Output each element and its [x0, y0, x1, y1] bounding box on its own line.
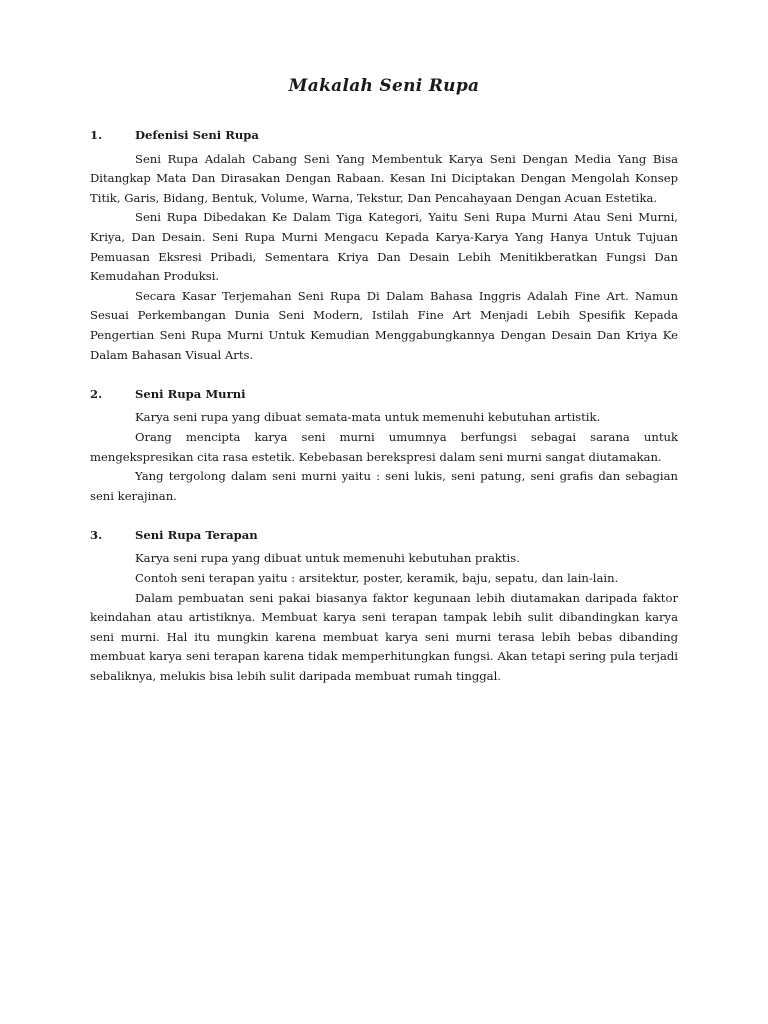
section-heading: [90, 385, 678, 405]
paragraph: Orang mencipta karya seni murni umumnya berfungsi sebagai sarana untuk mengekspresikan cita rasa estetik. Kebebasan berekspresi dalam seni murni sangat diutamakan.: [90, 429, 678, 464]
section-title: Seni Rupa Terapan: [135, 527, 258, 542]
paragraph: Karya seni rupa yang dibuat untuk memenuhi kebutuhan praktis.: [135, 551, 520, 566]
section-title: Defenisi Seni Rupa: [135, 128, 259, 142]
paragraph: Seni Rupa Dibedakan Ke Dalam Tiga Kategori, Yaitu Seni Rupa Murni Atau Seni Murni, Kriya, Dan Desain. Seni Rupa Murni Mengacu Kepada Karya-Karya Yang Hanya Untuk Tujuan Pemuasan Eksresi Pribadi, Sementara Kriya Dan Desain Lebih Menitikberatkan Fungsi Dan Kemudahan Produksi.: [90, 210, 678, 284]
document-title: Makalah Seni Rupa: [288, 76, 480, 96]
paragraph: Dalam pembuatan seni pakai biasanya faktor kegunaan lebih diutamakan daripada faktor keindahan atau artistiknya. Membuat karya seni terapan tampak lebih sulit dibandingkan karya seni murni. Hal itu mungkin karena membuat karya seni murni terasa lebih bebas dibanding membuat karya seni terapan karena tidak memperhitungkan fungsi. Akan tetapi sering pula terjadi sebaliknya, melukis bisa lebih sulit daripada membuat rumah tinggal.: [90, 590, 678, 684]
section-number: 2.: [90, 386, 103, 401]
paragraph: Secara Kasar Terjemahan Seni Rupa Di Dalam Bahasa Inggris Adalah Fine Art. Namun Sesuai Perkembangan Dunia Seni Modern, Istilah Fine Art Menjadi Lebih Spesifik Kepada Pengertian Seni Rupa Murni Untuk Kemudian Menggabungkannya Dengan Desain Dan Kriya Ke Dalam Bahasan Visual Arts.: [90, 288, 678, 362]
section-seni-rupa-murni: [90, 385, 678, 507]
section-heading: [90, 526, 678, 546]
section-heading: [90, 126, 678, 146]
paragraph: Karya seni rupa yang dibuat semata-mata untuk memenuhi kebutuhan artistik.: [135, 410, 601, 425]
paragraph: Contoh seni terapan yaitu : arsitektur, poster, keramik, baju, sepatu, dan lain-lain.: [135, 571, 619, 586]
section-title: Seni Rupa Murni: [135, 386, 246, 401]
section-number: 1.: [90, 128, 103, 142]
paragraph: Yang tergolong dalam seni murni yaitu : seni lukis, seni patung, seni grafis dan sebagian seni kerajinan.: [90, 469, 678, 503]
section-number: 3.: [90, 527, 103, 542]
document-body: [90, 126, 678, 706]
paragraph: Seni Rupa Adalah Cabang Seni Yang Membentuk Karya Seni Dengan Media Yang Bisa Ditangkap Mata Dan Dirasakan Dengan Rabaan. Kesan Ini Diciptakan Dengan Mengolah Konsep Titik, Garis, Bidang, Bentuk, Volume, Warna, Tekstur, Dan Pencahayaan Dengan Acuan Estetika.: [90, 151, 678, 205]
section-seni-rupa-terapan: [90, 526, 678, 687]
section-definisi-seni-rupa: [90, 126, 678, 365]
